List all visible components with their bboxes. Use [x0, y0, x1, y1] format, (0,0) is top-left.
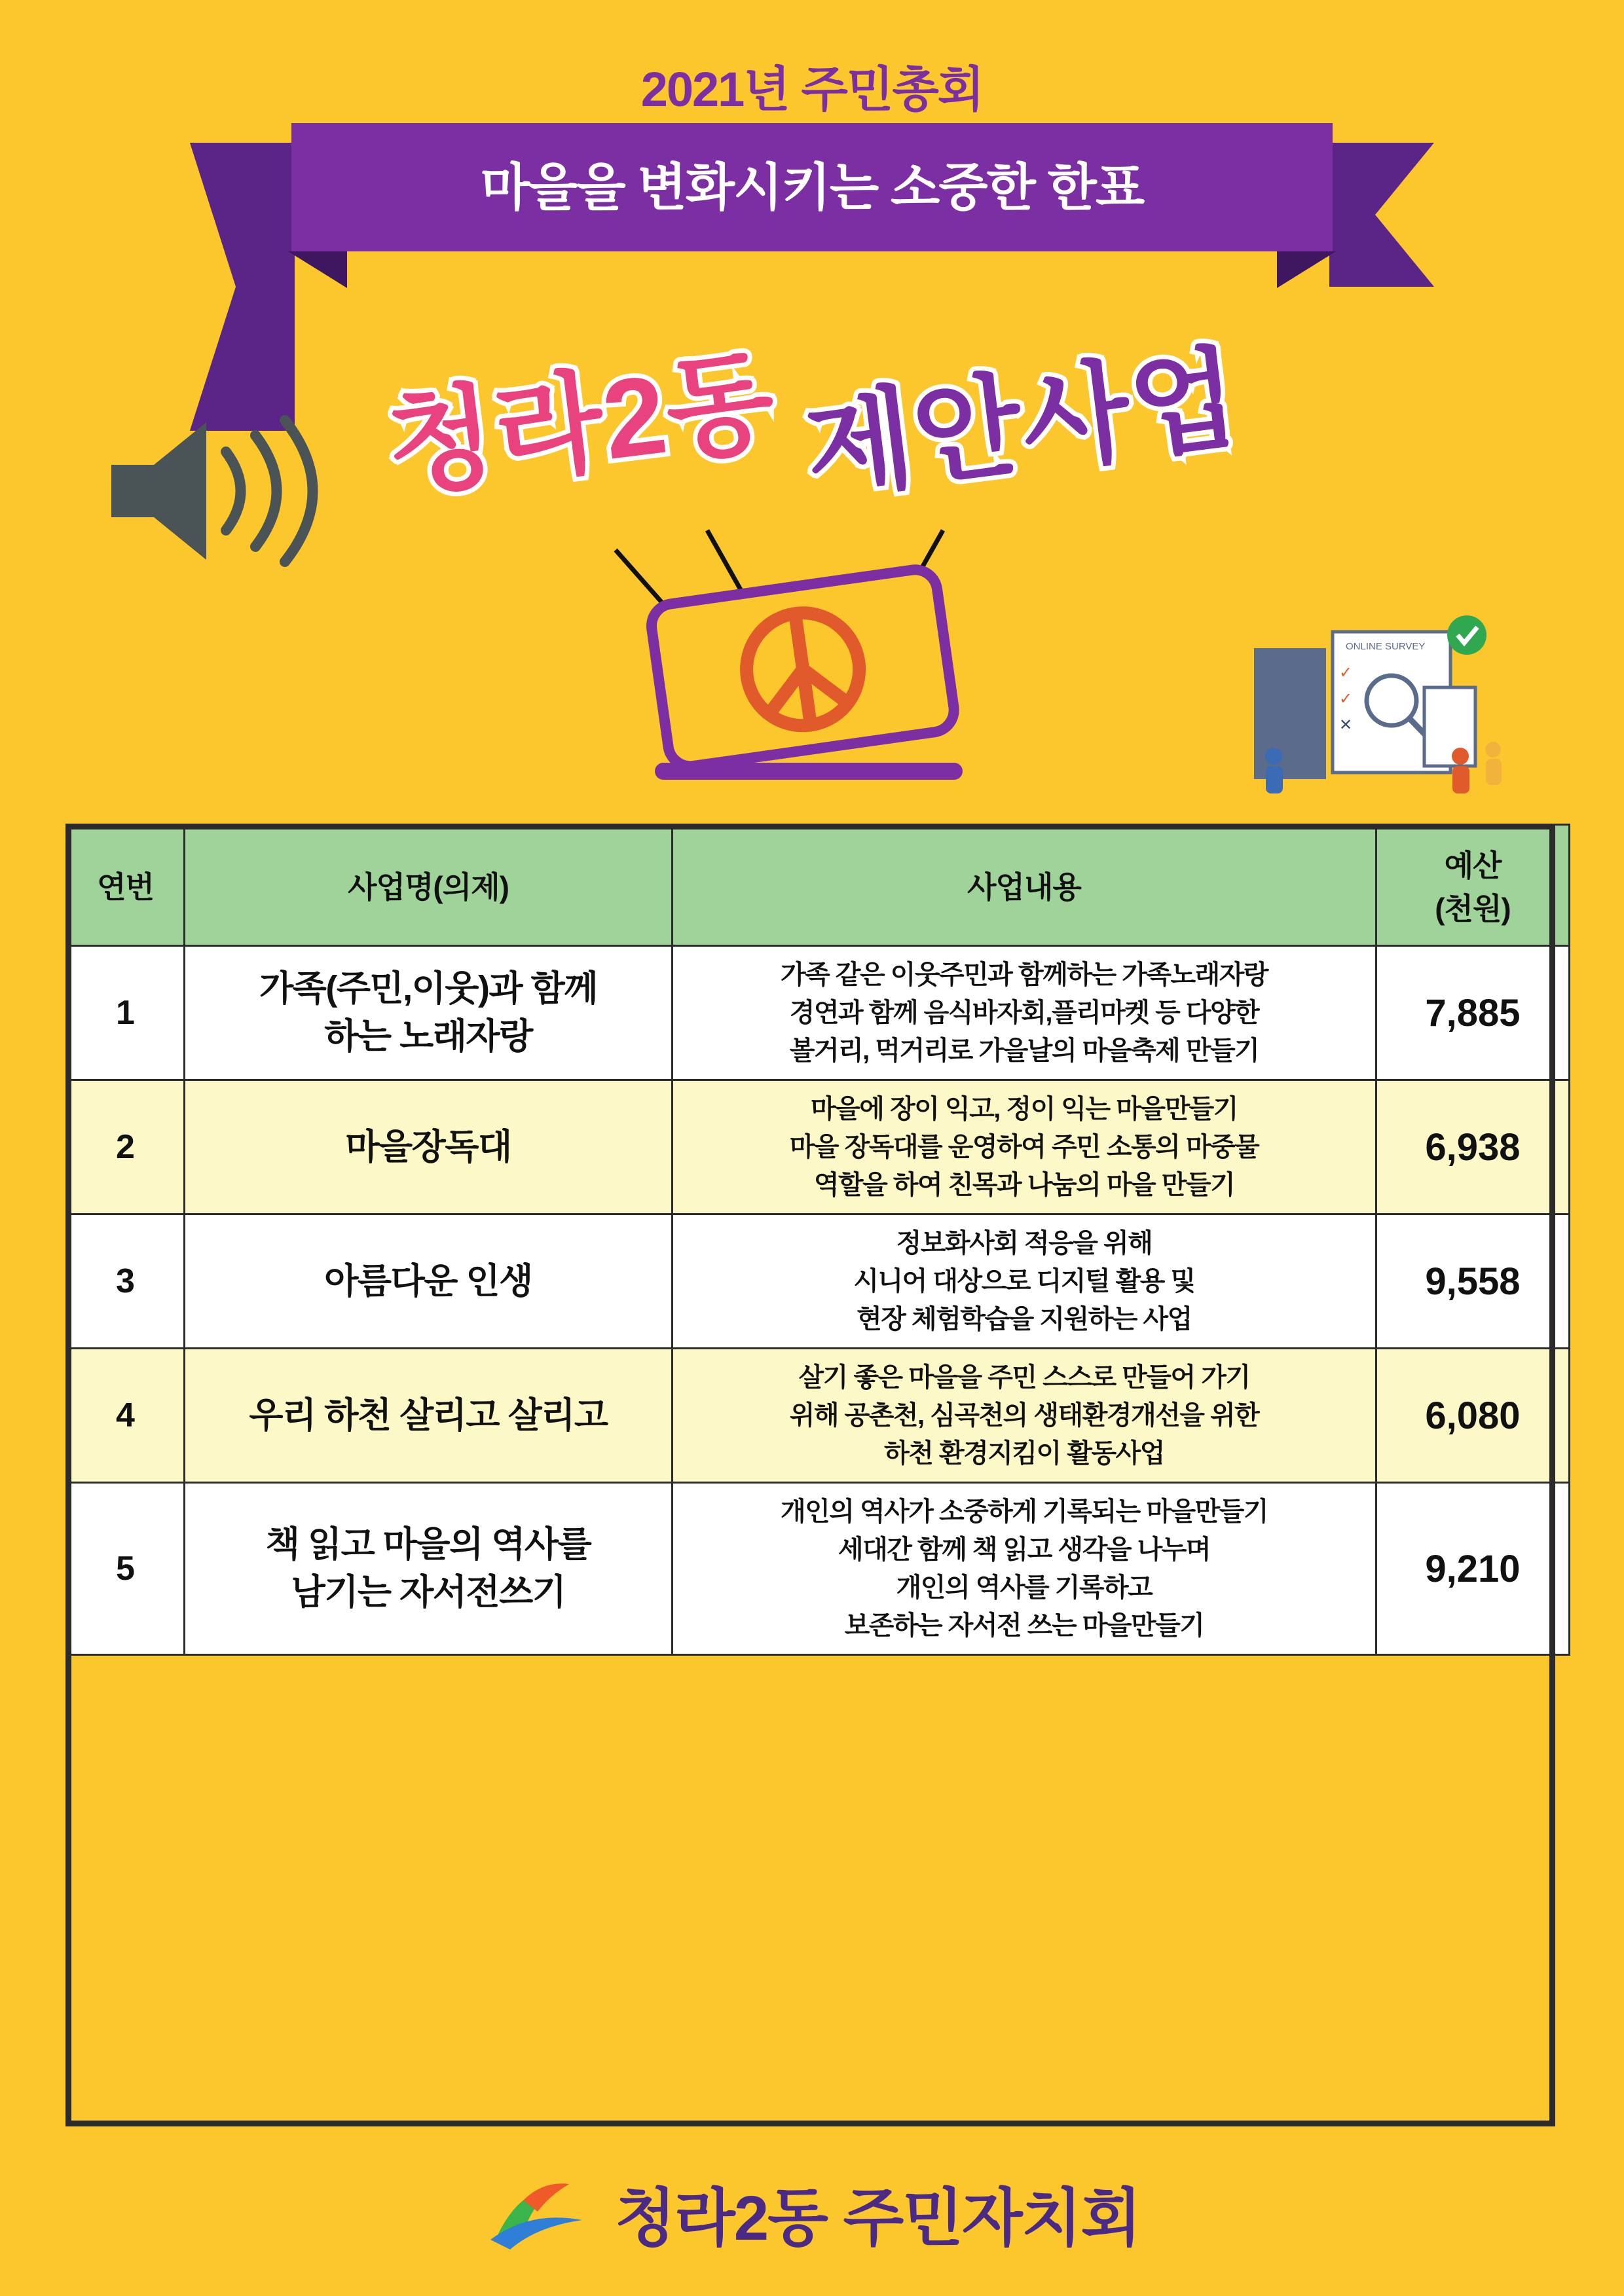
- table-header-row: [67, 825, 1570, 946]
- cell-name: 책 읽고 마을의 역사를 남기는 자서전쓰기: [185, 1483, 673, 1655]
- cell-desc: 가족 같은 이웃주민과 함께하는 가족노래자랑 경연과 함께 음식바자회,플리마켓 등 다양한 볼거리, 먹거리로 가을날의 마을축제 만들기: [673, 946, 1376, 1080]
- megaphone-icon: [92, 406, 334, 576]
- svg-text:✕: ✕: [1339, 716, 1353, 734]
- column-header-no: 연번: [67, 825, 185, 946]
- column-header-budget-line1: 예산: [1444, 848, 1502, 883]
- cell-budget: 9,210: [1376, 1483, 1570, 1655]
- main-title-part-1: 청라2동: [380, 338, 783, 510]
- column-header-budget: [1376, 825, 1570, 946]
- cell-no: 1: [67, 946, 185, 1080]
- ballot-box-illustration: [576, 524, 1035, 838]
- footer-label: 청라2동 주민자치회: [615, 2183, 1141, 2253]
- cell-name: 우리 하천 살리고 살리고: [185, 1349, 673, 1483]
- cell-desc: 개인의 역사가 소중하게 기록되는 마을만들기 세대간 함께 책 읽고 생각을 나누며 개인의 역사를 기록하고 보존하는 자서전 쓰는 마을만들기: [673, 1483, 1376, 1655]
- cell-name: 마을장독대: [185, 1080, 673, 1214]
- footer: [0, 2168, 1624, 2258]
- cell-budget: 9,558: [1376, 1214, 1570, 1349]
- ribbon-tail-right: [1329, 143, 1434, 287]
- survey-label: ONLINE SURVEY: [1346, 641, 1426, 652]
- organization-logo-icon: [484, 2174, 595, 2253]
- cell-desc: 살기 좋은 마을을 주민 스스로 만들어 가기 위해 공촌천, 심곡천의 생태환경개선을 위한 하천 환경지킴이 활동사업: [673, 1349, 1376, 1483]
- proposal-table: [65, 824, 1570, 1656]
- cell-budget: 6,938: [1376, 1080, 1570, 1214]
- proposal-table-wrapper: [65, 824, 1555, 1656]
- table-row: [67, 1483, 1570, 1655]
- table-row: [67, 1214, 1570, 1349]
- cell-budget: 7,885: [1376, 946, 1570, 1080]
- cell-no: 4: [67, 1349, 185, 1483]
- cell-no: 2: [67, 1080, 185, 1214]
- cell-no: 5: [67, 1483, 185, 1655]
- column-header-name: 사업명(의제): [185, 825, 673, 946]
- cell-desc: 정보화사회 적응을 위해 시니어 대상으로 디지털 활용 및 현장 체험학습을 지원하는 사업: [673, 1214, 1376, 1349]
- cell-desc: 마을에 장이 익고, 정이 익는 마을만들기 마을 장독대를 운영하여 주민 소통의 마중물 역할을 하여 친목과 나눔의 마을 만들기: [673, 1080, 1376, 1214]
- table-row: [67, 1080, 1570, 1214]
- cell-budget: 6,080: [1376, 1349, 1570, 1483]
- cell-name: 아름다운 인생: [185, 1214, 673, 1349]
- main-title-part-2: 제안사업: [799, 336, 1247, 513]
- table-header: [67, 825, 1570, 946]
- svg-text:✓: ✓: [1339, 664, 1353, 682]
- table-row: [67, 946, 1570, 1080]
- ribbon-fold-left: [288, 251, 347, 288]
- table-row: [67, 1349, 1570, 1483]
- page-title: 2021년 주민총회: [640, 62, 984, 117]
- ribbon-tail-left: [190, 143, 295, 431]
- column-header-desc: 사업내용: [673, 825, 1376, 946]
- cell-no: 3: [67, 1214, 185, 1349]
- online-survey-illustration: [1228, 609, 1509, 805]
- ribbon-banner: [190, 123, 1434, 300]
- cell-name: 가족(주민,이웃)과 함께 하는 노래자랑: [185, 946, 673, 1080]
- svg-text:✓: ✓: [1339, 690, 1353, 708]
- ribbon-label: 마을을 변화시키는 소중한 한표: [480, 158, 1144, 216]
- table-body: [67, 946, 1570, 1655]
- ribbon-fold-right: [1277, 251, 1336, 288]
- column-header-budget-line2: (천원): [1435, 892, 1511, 926]
